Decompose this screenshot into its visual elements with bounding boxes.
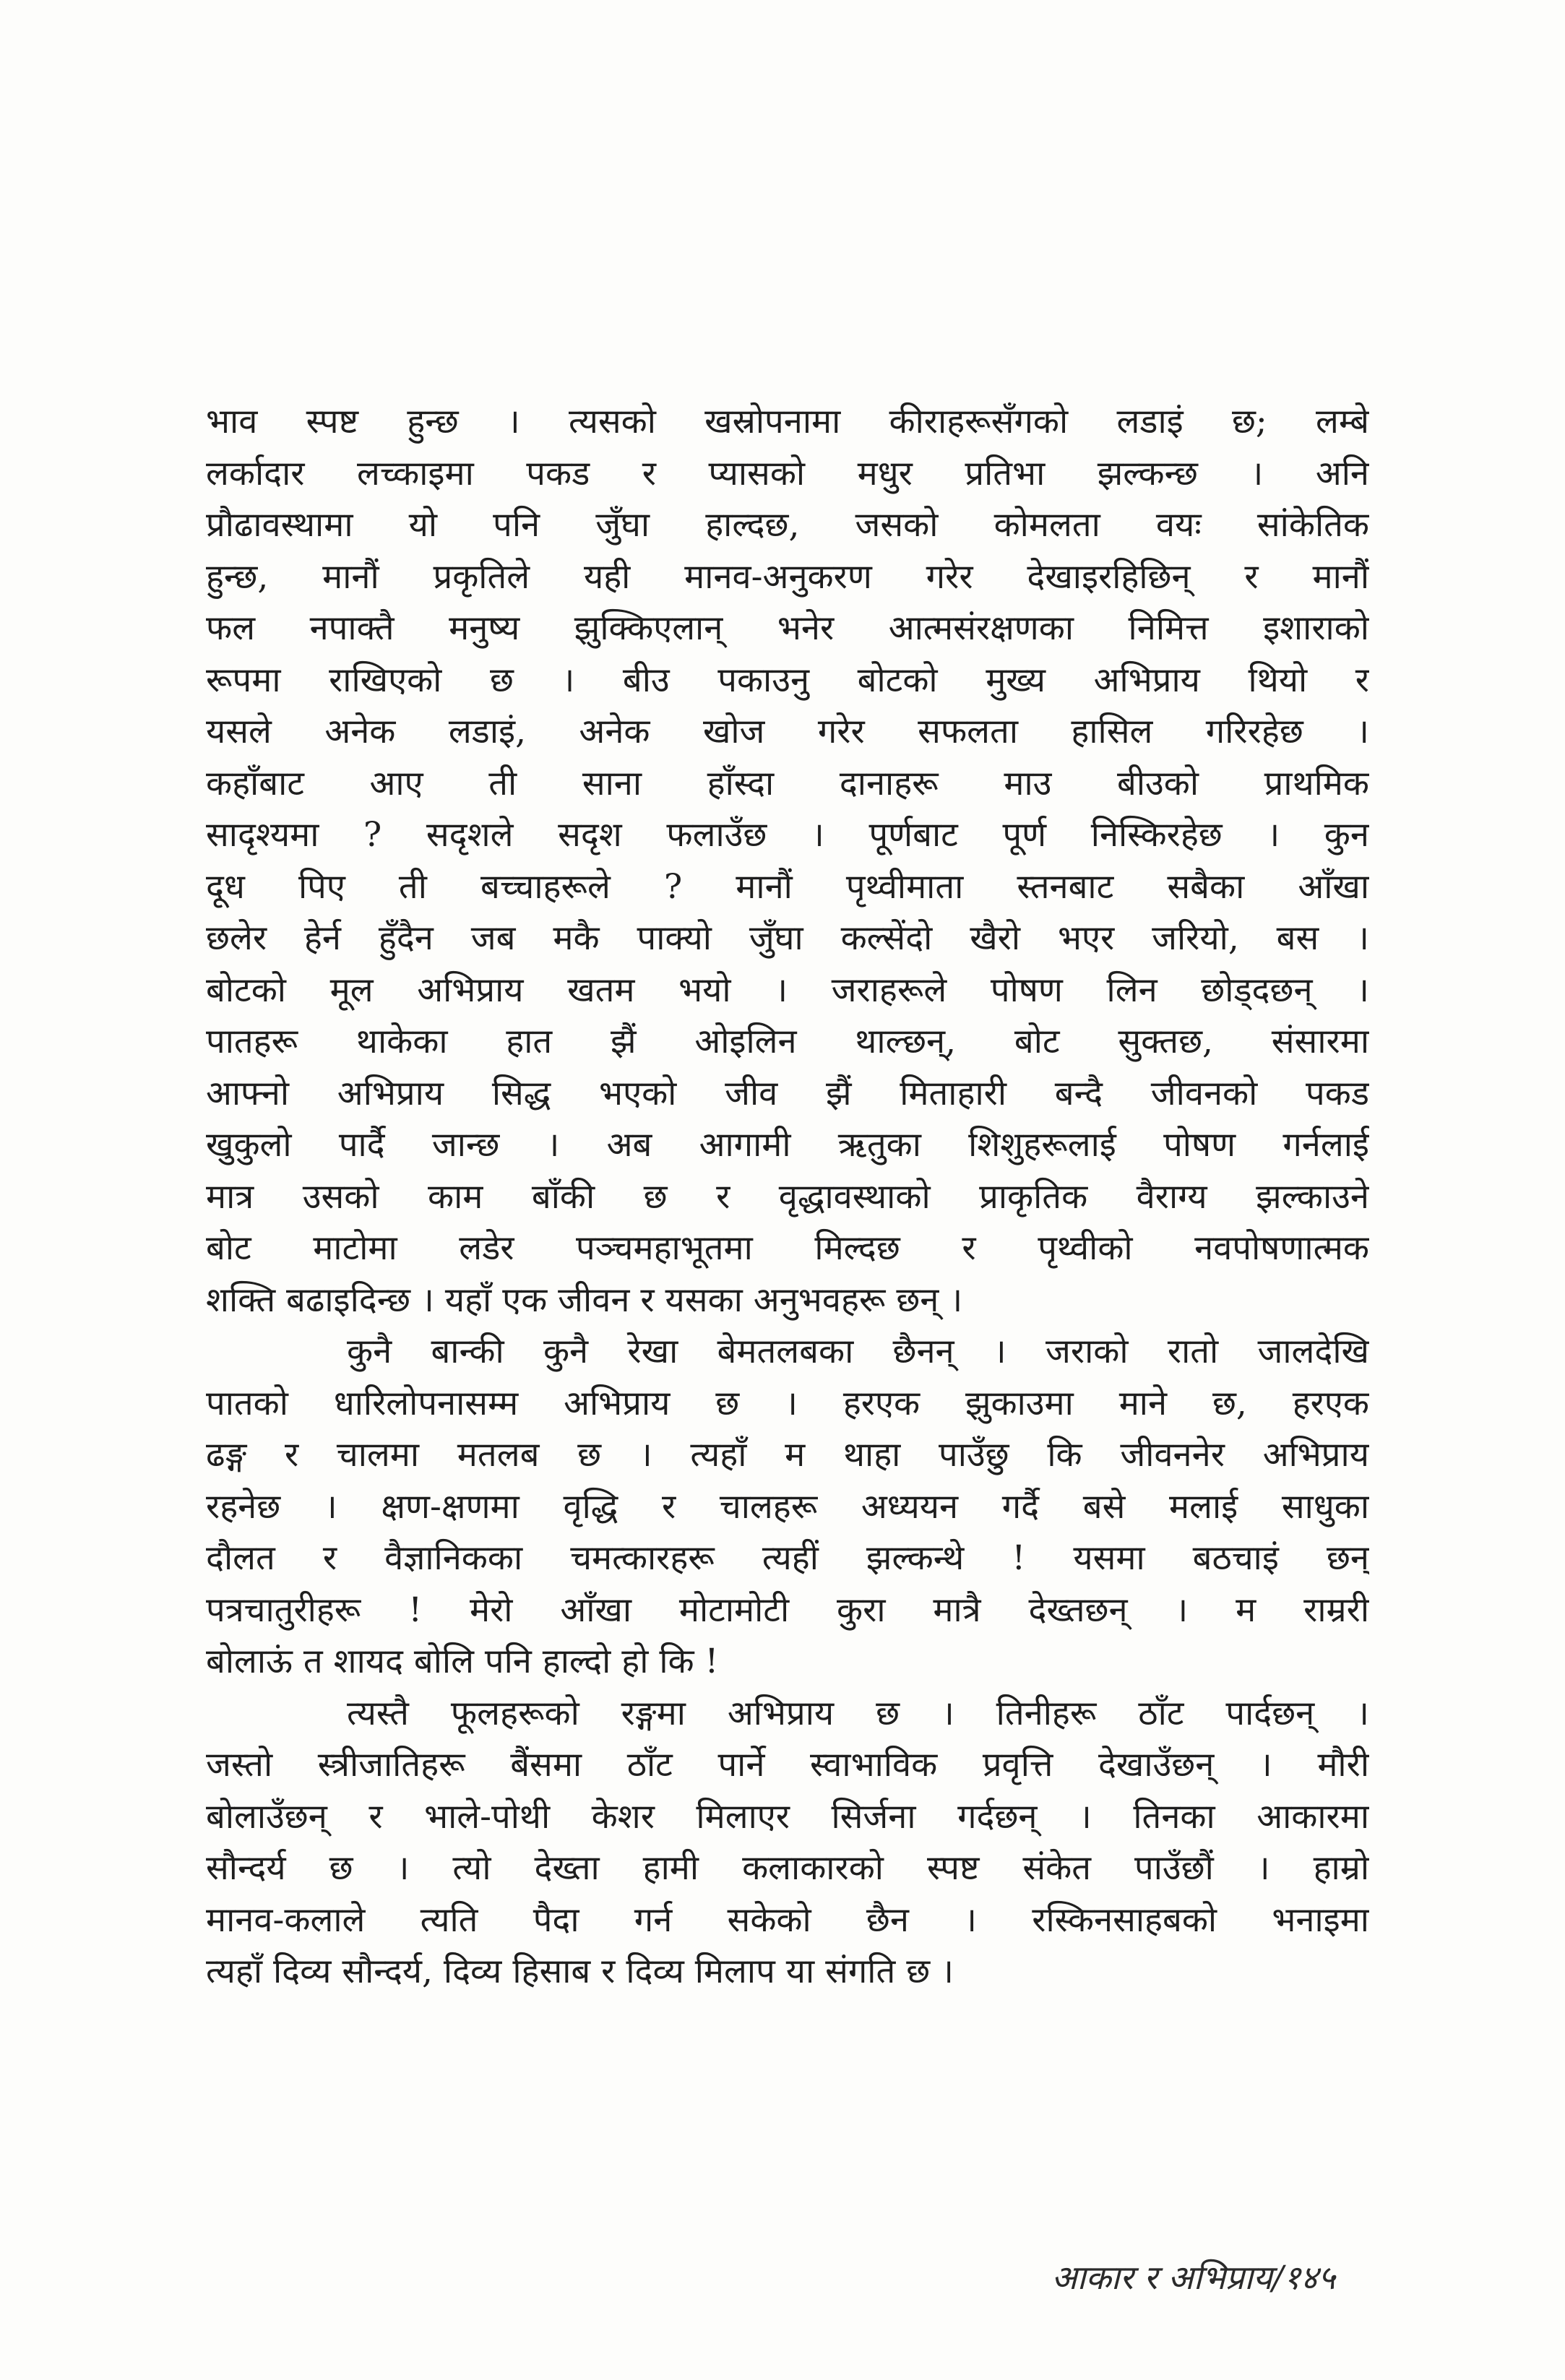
text-line: भाव स्पष्ट हुन्छ । त्यसको खस्रोपनामा कीराहरूसँगको लडाइं छ; लम्बे xyxy=(206,402,1369,441)
body-text xyxy=(206,396,1369,1998)
text-line: दौलत र वैज्ञानिकका चमत्कारहरू त्यहीं झल्कन्थे ! यसमा बठचाइं छन् xyxy=(206,1538,1369,1578)
text-line: शक्ति बढाइदिन्छ । यहाँ एक जीवन र यसका अनुभवहरू छन् । xyxy=(206,1280,963,1320)
text-line: छलेर हेर्न हुँदैन जब मकै पाक्यो जुँघा कल्सेंदो खैरो भएर जरियो, बस । xyxy=(206,918,1369,958)
text-line: बोटको मूल अभिप्राय खतम भयो । जराहरूले पोषण लिन छोड्दछन् । xyxy=(206,970,1369,1010)
text-line: प्रौढावस्थामा यो पनि जुँघा हाल्दछ, जसको कोमलता वयः सांकेतिक xyxy=(206,505,1369,545)
text-line: मात्र उसको काम बाँकी छ र वृद्धावस्थाको प्राकृतिक वैराग्य झल्काउने xyxy=(206,1176,1369,1217)
text-line: हुन्छ, मानौं प्रकृतिले यही मानव-अनुकरण गरेर देखाइरहिछिन् र मानौं xyxy=(206,556,1369,597)
text-line: रहनेछ । क्षण-क्षणमा वृद्धि र चालहरू अध्ययन गर्दै बसे मलाई साधुका xyxy=(206,1486,1369,1527)
text-line: लर्कादार लच्काइमा पकड र प्यासको मधुर प्रतिभा झल्कन्छ । अनि xyxy=(206,453,1369,493)
text-line: त्यहाँ दिव्य सौन्दर्य, दिव्य हिसाब र दिव्य मिलाप या संगति छ । xyxy=(206,1952,954,1991)
text-line: जस्तो स्त्रीजातिहरू बैंसमा ठाँट पार्ने स्वाभाविक प्रवृत्ति देखाउँछन् । मौरी xyxy=(206,1745,1369,1785)
paragraph xyxy=(206,1326,1369,1688)
text-line: बोलाउँछन् र भाले-पोथी केशर मिलाएर सिर्जना गर्दछन् । तिनका आकारमा xyxy=(206,1796,1369,1837)
text-line: दूध पिए ती बच्चाहरूले ? मानौं पृथ्वीमाता स्तनबाट सबैका आँखा xyxy=(206,866,1369,907)
text-line: पातको धारिलोपनासम्म अभिप्राय छ । हरएक झुकाउमा माने छ, हरएक xyxy=(206,1383,1369,1423)
text-line: ढङ्ग र चालमा मतलब छ । त्यहाँ म थाहा पाउँछु कि जीवननेर अभिप्राय xyxy=(206,1435,1369,1475)
text-line: बोट माटोमा लडेर पञ्चमहाभूतमा मिल्दछ र पृथ्वीको नवपोषणात्मक xyxy=(206,1228,1369,1268)
text-line: फल नपाक्तै मनुष्य झुक्किएलान् भनेर आत्मसंरक्षणका निमित्त इशाराको xyxy=(206,608,1369,648)
text-line: सौन्दर्य छ । त्यो देख्ता हामी कलाकारको स्पष्ट संकेत पाउँछौं । हाम्रो xyxy=(206,1848,1369,1888)
text-line: मानव-कलाले त्यति पैदा गर्न सकेको छैन । रस्किनसाहबको भनाइमा xyxy=(206,1900,1369,1940)
text-line: कहाँबाट आए ती साना हाँस्दा दानाहरू माउ बीउको प्राथमिक xyxy=(206,763,1369,803)
text-line: पातहरू थाकेका हात झैं ओइलिन थाल्छन्, बोट सुक्तछ, संसारमा xyxy=(206,1022,1369,1061)
paragraph xyxy=(206,396,1369,1326)
text-line: त्यस्तै फूलहरूको रङ्गमा अभिप्राय छ । तिनीहरू ठाँट पार्दछन् । xyxy=(347,1693,1369,1733)
text-line: यसले अनेक लडाइं, अनेक खोज गरेर सफलता हासिल गरिरहेछ । xyxy=(206,712,1369,751)
text-line: पत्रचातुरीहरू ! मेरो आँखा मोटामोटी कुरा मात्रै देख्तछन् । म राम्ररी xyxy=(206,1590,1369,1630)
paragraph xyxy=(206,1688,1369,1998)
text-line: रूपमा राखिएको छ । बीउ पकाउनु बोटको मुख्य अभिप्राय थियो र xyxy=(206,660,1369,700)
text-line: सादृश्यमा ? सदृशले सदृश फलाउँछ । पूर्णबाट पूर्ण निस्किरहेछ । कुन xyxy=(206,815,1369,855)
text-line: बोलाऊं त शायद बोलि पनि हाल्दो हो कि ! xyxy=(206,1642,719,1681)
text-line: खुकुलो पार्दै जान्छ । अब आगामी ऋतुका शिशुहरूलाई पोषण गर्नलाई xyxy=(206,1125,1369,1165)
page-footer: आकार र अभिप्राय/१४५ xyxy=(1051,2258,1335,2297)
text-line: आफ्नो अभिप्राय सिद्ध भएको जीव झैं मिताहारी बन्दै जीवनको पकड xyxy=(206,1073,1369,1113)
text-line: कुनै बान्की कुनै रेखा बेमतलबका छैनन् । जराको रातो जालदेखि xyxy=(347,1332,1369,1371)
